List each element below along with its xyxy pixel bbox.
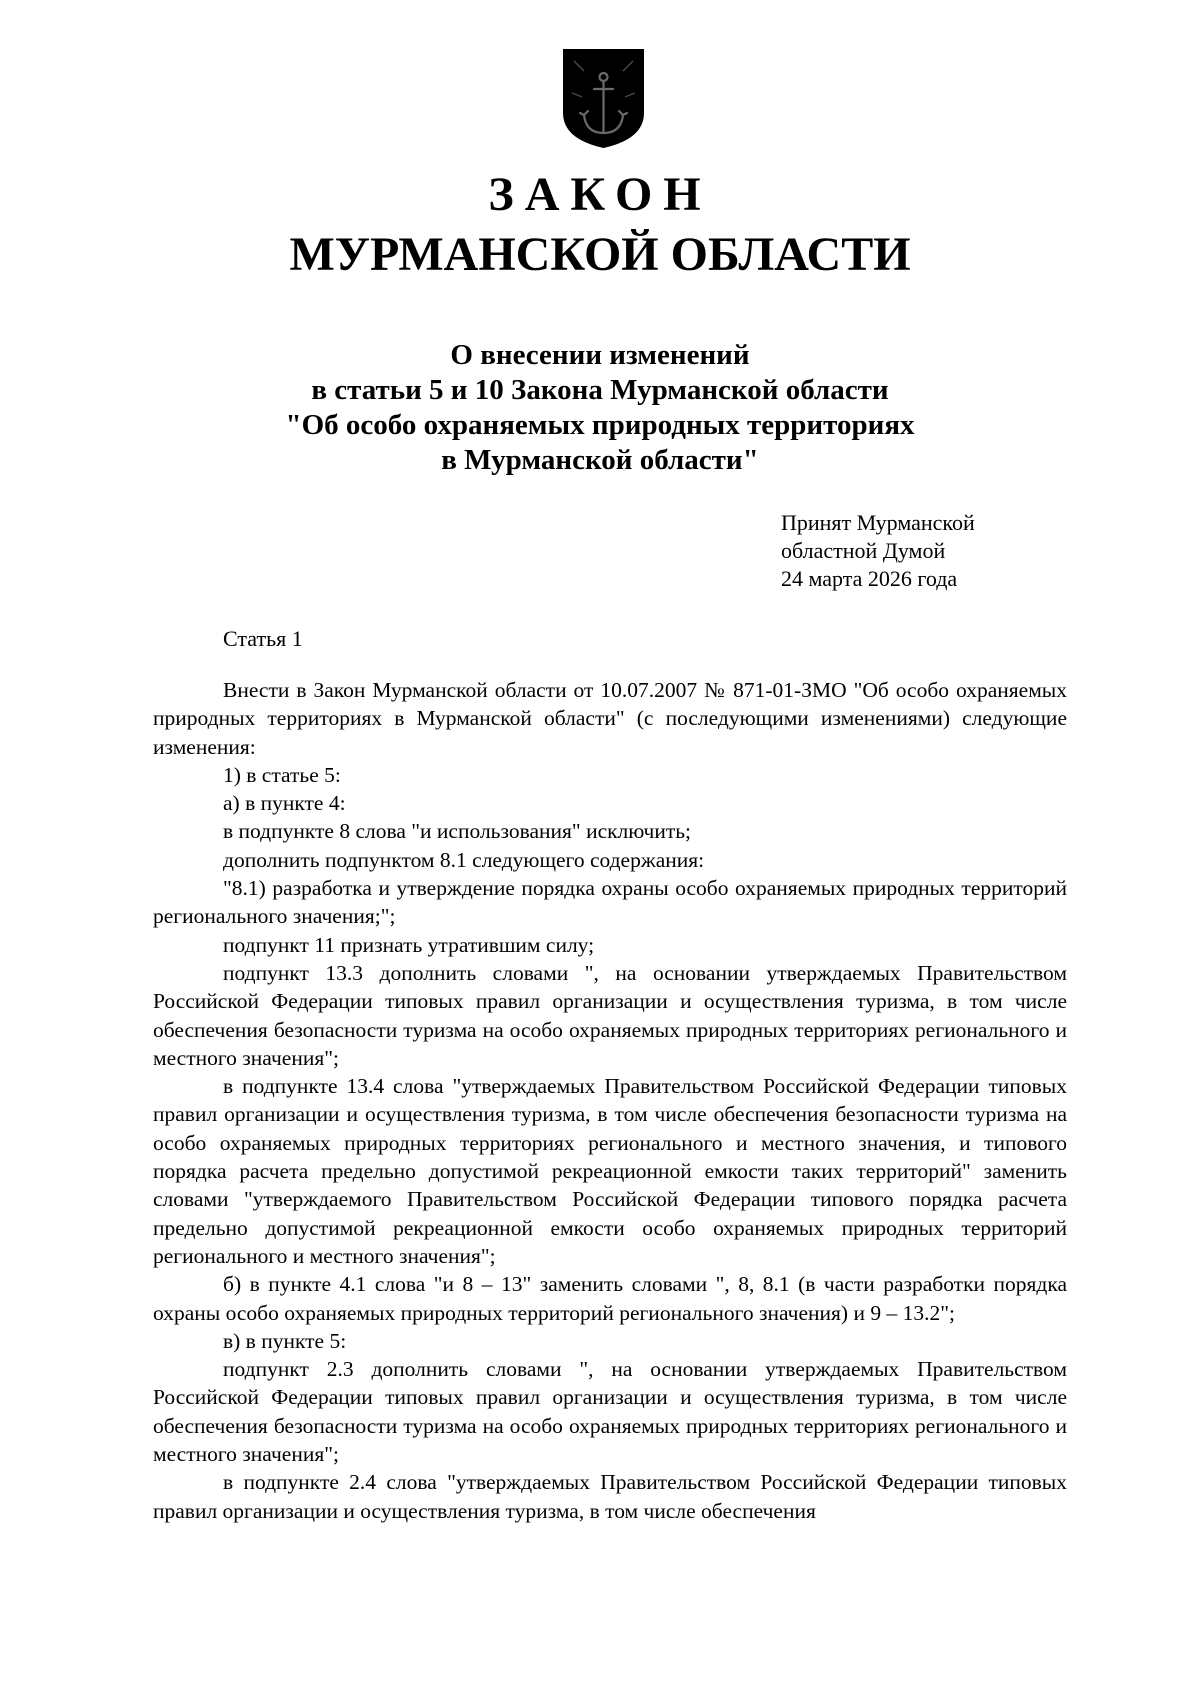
article-paragraph: в подпункте 8 слова "и использования" исключить; <box>223 819 692 844</box>
article-paragraph: в подпункте 13.4 слова "утверждаемых Правительством Российской Федерации типовых правил организации и осуществления туризма, в том числе обеспечения безопасности туризма на особо охраняемых природных территориях регионального и местного значения, и типового порядка расчета предельно допустимой рекреационной емкости таких территорий" заменить словами "утверждаемого Правительством Российской Федерации типового порядка расчета предельно допустимой рекреационной емкости особо охраняемых природных территорий регионального и местного значения"; <box>153 1074 1067 1268</box>
article-paragraph: дополнить подпунктом 8.1 следующего содержания: <box>223 847 705 872</box>
article-paragraph: б) в пункте 4.1 слова "и 8 – 13" заменить словами ", 8, 8.1 (в части разработки порядка охраны особо охраняемых природных территорий регионального значения) и 9 – 13.2"; <box>153 1272 1067 1325</box>
subject-line: в статьи 5 и 10 Закона Мурманской области <box>311 374 889 406</box>
adoption-line: Принят Мурманской <box>781 510 975 535</box>
article-paragraph: 1) в статье 5: <box>223 762 341 787</box>
law-title: ЗАКОН <box>488 168 712 221</box>
article-paragraph: в) в пункте 5: <box>223 1328 347 1353</box>
adoption-date: 24 марта 2026 года <box>781 566 958 591</box>
law-subject-heading <box>0 338 1200 478</box>
subject-line: О внесении изменений <box>450 339 750 371</box>
article-paragraph: подпункт 13.3 дополнить словами ", на основании утверждаемых Правительством Российской Федерации типовых правил организации и осуществления туризма, в том числе обеспечения безопасности туризма на особо охраняемых природных территориях регионального и местного значения"; <box>153 960 1067 1070</box>
article-paragraph: Внести в Закон Мурманской области от 10.07.2007 № 871-01-ЗМО "Об особо охраняемых природных территориях в Мурманской области" (с последующими изменениями) следующие изменения: <box>153 678 1067 759</box>
law-region-title: МУРМАНСКОЙ ОБЛАСТИ <box>289 228 911 281</box>
coat-of-arms-emblem <box>560 47 647 150</box>
article-heading: Статья 1 <box>223 626 303 651</box>
subject-line: в Мурманской области" <box>441 444 759 476</box>
subject-line: "Об особо охраняемых природных территориях <box>285 409 915 441</box>
article-paragraph: подпункт 11 признать утратившим силу; <box>223 932 595 957</box>
article-body <box>153 676 1067 1525</box>
adoption-line: областной Думой <box>781 538 946 563</box>
adoption-note <box>781 509 975 593</box>
article-paragraph: подпункт 2.3 дополнить словами ", на основании утверждаемых Правительством Российской Федерации типовых правил организации и осуществления туризма, в том числе обеспечения безопасности туризма на особо охраняемых природных территориях регионального и местного значения"; <box>153 1357 1067 1467</box>
article-paragraph: а) в пункте 4: <box>223 791 346 816</box>
article-paragraph: в подпункте 2.4 слова "утверждаемых Правительством Российской Федерации типовых правил организации и осуществления туризма, в том числе обеспечения <box>153 1470 1067 1523</box>
article-paragraph: "8.1) разработка и утверждение порядка охраны особо охраняемых природных территорий регионального значения;"; <box>153 876 1067 929</box>
